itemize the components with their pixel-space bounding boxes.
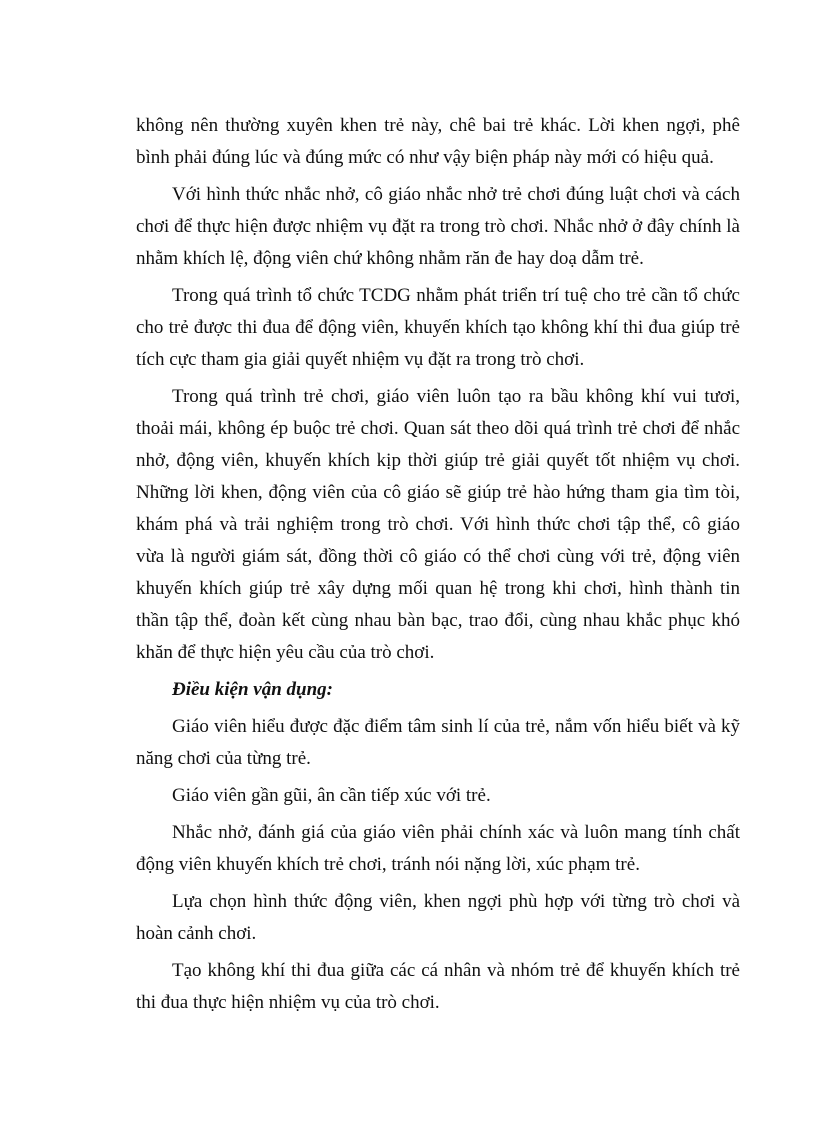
paragraph-4: Trong quá trình trẻ chơi, giáo viên luôn tạo ra bầu không khí vui tươi, thoải mái, không ép buộc trẻ chơi. Quan sát theo dõi quá trình trẻ chơi để nhắc nhở, động viên, khuyến khích kịp thời giúp trẻ giải quyết tốt nhiệm vụ chơi. Những lời khen, động viên của cô giáo sẽ giúp trẻ hào hứng tham gia tìm tòi, khám phá và trải nghiệm trong trò chơi. Với hình thức chơi tập thể, cô giáo vừa là người giám sát, đồng thời cô giáo có thể chơi cùng với trẻ, động viên khuyến khích giúp trẻ xây dựng mối quan hệ trong khi chơi, hình thành tin thần tập thể, đoàn kết cùng nhau bàn bạc, trao đổi, cùng nhau khắc phục khó khăn để thực hiện yêu cầu của trò chơi.	[136, 386, 740, 663]
paragraph-5: Giáo viên hiểu được đặc điểm tâm sinh lí của trẻ, nắm vốn hiểu biết và kỹ năng chơi của từng trẻ.	[136, 716, 740, 769]
paragraph-9: Tạo không khí thi đua giữa các cá nhân và nhóm trẻ để khuyến khích trẻ thi đua thực hiện nhiệm vụ của trò chơi.	[136, 960, 740, 1013]
paragraph-1: không nên thường xuyên khen trẻ này, chê bai trẻ khác. Lời khen ngợi, phê bình phải đúng lúc và đúng mức có như vậy biện pháp này mới có hiệu quả.	[136, 115, 740, 168]
document-body	[136, 110, 740, 1024]
paragraph-8: Lựa chọn hình thức động viên, khen ngợi phù hợp với từng trò chơi và hoàn cảnh chơi.	[136, 891, 740, 944]
paragraph-6: Giáo viên gần gũi, ân cần tiếp xúc với trẻ.	[172, 785, 491, 806]
paragraph-7: Nhắc nhở, đánh giá của giáo viên phải chính xác và luôn mang tính chất động viên khuyến khích trẻ chơi, tránh nói nặng lời, xúc phạm trẻ.	[136, 822, 740, 875]
section-heading: Điều kiện vận dụng:	[172, 679, 333, 700]
paragraph-3: Trong quá trình tổ chức TCDG nhằm phát triển trí tuệ cho trẻ cần tổ chức cho trẻ được thi đua để động viên, khuyến khích tạo không khí thi đua giúp trẻ tích cực tham gia giải quyết nhiệm vụ đặt ra trong trò chơi.	[136, 285, 740, 370]
paragraph-2: Với hình thức nhắc nhở, cô giáo nhắc nhở trẻ chơi đúng luật chơi và cách chơi để thực hiện được nhiệm vụ đặt ra trong trò chơi. Nhắc nhở ở đây chính là nhằm khích lệ, động viên chứ không nhằm răn đe hay doạ dẫm trẻ.	[136, 184, 740, 269]
